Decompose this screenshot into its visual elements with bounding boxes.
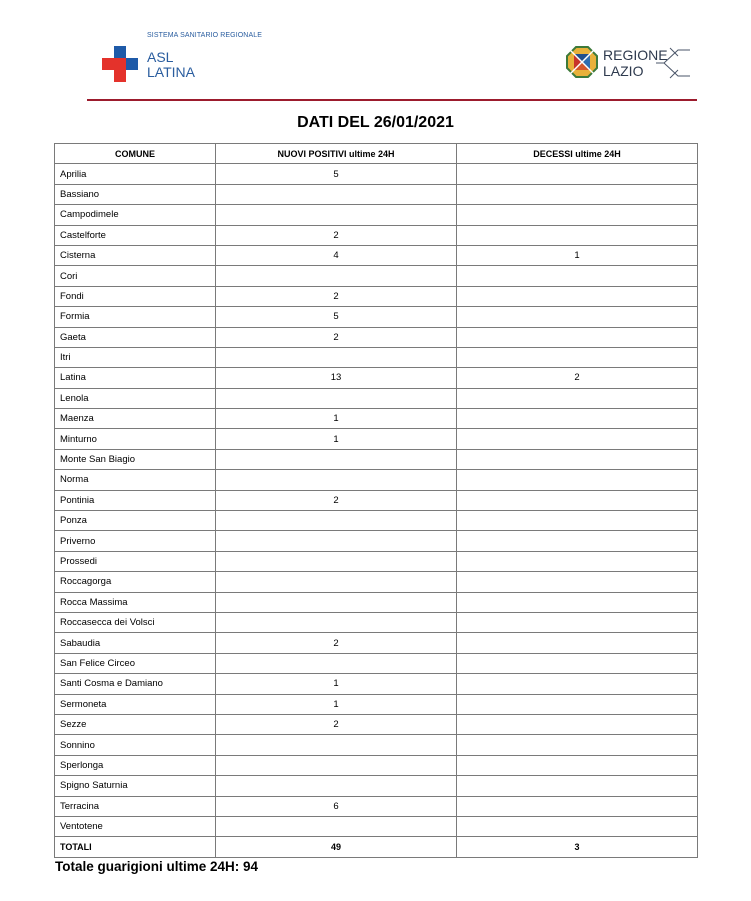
cell-nuovi-positivi: 1	[216, 409, 457, 429]
table-row	[55, 755, 698, 775]
table-row	[55, 409, 698, 429]
cell-nuovi-positivi	[216, 572, 457, 592]
cell-comune: Cori	[55, 266, 216, 286]
cell-comune: San Felice Circeo	[55, 653, 216, 673]
table-row	[55, 184, 698, 204]
red-blue-cross-icon	[102, 46, 138, 82]
table-row	[55, 612, 698, 632]
cell-comune: Cisterna	[55, 245, 216, 265]
cell-nuovi-positivi	[216, 816, 457, 836]
cell-nuovi-positivi	[216, 735, 457, 755]
cell-decessi	[457, 776, 698, 796]
table-row	[55, 449, 698, 469]
cell-decessi: 1	[457, 245, 698, 265]
cell-nuovi-positivi: 1	[216, 694, 457, 714]
cell-decessi	[457, 653, 698, 673]
cell-decessi	[457, 347, 698, 367]
column-header-decessi: DECESSI ultime 24H	[457, 144, 698, 164]
cell-comune: Campodimele	[55, 205, 216, 225]
cell-comune: Norma	[55, 470, 216, 490]
cell-nuovi-positivi	[216, 184, 457, 204]
cell-comune: Formia	[55, 307, 216, 327]
cell-comune: Ponza	[55, 511, 216, 531]
cell-comune: Gaeta	[55, 327, 216, 347]
cell-decessi	[457, 755, 698, 775]
cell-nuovi-positivi	[216, 347, 457, 367]
cell-nuovi-positivi: 2	[216, 633, 457, 653]
cell-nuovi-positivi: 1	[216, 674, 457, 694]
asl-name	[147, 50, 195, 80]
table-row	[55, 490, 698, 510]
cell-nuovi-positivi: 5	[216, 307, 457, 327]
lazio-name-line1: REGIONE	[603, 47, 668, 63]
asl-name-line1: ASL	[147, 49, 174, 65]
cell-nuovi-positivi	[216, 592, 457, 612]
cell-comune: Maenza	[55, 409, 216, 429]
table-row	[55, 551, 698, 571]
table-row	[55, 245, 698, 265]
table-row	[55, 531, 698, 551]
cell-comune: Priverno	[55, 531, 216, 551]
cell-nuovi-positivi	[216, 511, 457, 531]
cell-nuovi-positivi: 2	[216, 714, 457, 734]
cell-decessi	[457, 511, 698, 531]
cell-decessi	[457, 205, 698, 225]
regione-lazio-logo	[566, 44, 696, 84]
cell-comune: Spigno Saturnia	[55, 776, 216, 796]
column-header-positivi: NUOVI POSITIVI ultime 24H	[216, 144, 457, 164]
covid-data-table	[54, 143, 698, 858]
table-row	[55, 307, 698, 327]
cell-nuovi-positivi: 2	[216, 490, 457, 510]
header-divider	[87, 99, 697, 101]
cell-comune: Roccasecca dei Volsci	[55, 612, 216, 632]
cell-nuovi-positivi: 4	[216, 245, 457, 265]
cell-comune: Itri	[55, 347, 216, 367]
table-row	[55, 429, 698, 449]
cell-nuovi-positivi	[216, 612, 457, 632]
table-row	[55, 388, 698, 408]
cell-comune: Monte San Biagio	[55, 449, 216, 469]
cell-decessi	[457, 694, 698, 714]
table-row	[55, 205, 698, 225]
cell-decessi	[457, 327, 698, 347]
cell-comune: Aprilia	[55, 164, 216, 184]
cell-comune: Sonnino	[55, 735, 216, 755]
cell-comune: Terracina	[55, 796, 216, 816]
table-row	[55, 511, 698, 531]
cell-decessi	[457, 633, 698, 653]
cell-comune: Minturno	[55, 429, 216, 449]
cell-nuovi-positivi	[216, 531, 457, 551]
cell-nuovi-positivi: 6	[216, 796, 457, 816]
lazio-chevron-decoration-icon	[656, 44, 696, 82]
table-row	[55, 776, 698, 796]
table-header-row	[55, 144, 698, 164]
cell-nuovi-positivi	[216, 205, 457, 225]
cell-decessi	[457, 286, 698, 306]
table-row	[55, 816, 698, 836]
table-row	[55, 714, 698, 734]
totals-decessi: 3	[457, 837, 698, 857]
cell-comune: Lenola	[55, 388, 216, 408]
cell-decessi	[457, 470, 698, 490]
cell-decessi	[457, 714, 698, 734]
cell-decessi	[457, 449, 698, 469]
cell-decessi	[457, 266, 698, 286]
cell-decessi	[457, 531, 698, 551]
cell-comune: Santi Cosma e Damiano	[55, 674, 216, 694]
cell-decessi	[457, 164, 698, 184]
asl-subtitle: SISTEMA SANITARIO REGIONALE	[147, 32, 262, 39]
cell-comune: Sabaudia	[55, 633, 216, 653]
cell-decessi	[457, 572, 698, 592]
table-row	[55, 347, 698, 367]
table-row	[55, 327, 698, 347]
cell-nuovi-positivi	[216, 388, 457, 408]
cell-nuovi-positivi	[216, 449, 457, 469]
asl-latina-logo	[100, 30, 300, 90]
cell-decessi	[457, 225, 698, 245]
cell-comune: Rocca Massima	[55, 592, 216, 612]
cell-decessi: 2	[457, 368, 698, 388]
cell-decessi	[457, 816, 698, 836]
table-row	[55, 368, 698, 388]
cell-comune: Sermoneta	[55, 694, 216, 714]
cell-nuovi-positivi	[216, 551, 457, 571]
cell-nuovi-positivi: 1	[216, 429, 457, 449]
cell-decessi	[457, 674, 698, 694]
cell-comune: Ventotene	[55, 816, 216, 836]
cell-comune: Bassiano	[55, 184, 216, 204]
cell-decessi	[457, 735, 698, 755]
cell-nuovi-positivi: 2	[216, 225, 457, 245]
cell-comune: Sezze	[55, 714, 216, 734]
table-row	[55, 266, 698, 286]
cell-comune: Fondi	[55, 286, 216, 306]
cell-comune: Latina	[55, 368, 216, 388]
cell-nuovi-positivi	[216, 755, 457, 775]
cell-comune: Prossedi	[55, 551, 216, 571]
cell-nuovi-positivi	[216, 776, 457, 796]
cell-nuovi-positivi: 2	[216, 327, 457, 347]
table-row	[55, 694, 698, 714]
table-row	[55, 592, 698, 612]
table-row	[55, 796, 698, 816]
cell-decessi	[457, 388, 698, 408]
cell-decessi	[457, 409, 698, 429]
table-row	[55, 572, 698, 592]
lazio-name-line2: LAZIO	[603, 63, 644, 79]
cell-decessi	[457, 429, 698, 449]
table-row	[55, 735, 698, 755]
table-row	[55, 286, 698, 306]
cell-nuovi-positivi: 5	[216, 164, 457, 184]
totals-row	[55, 837, 698, 857]
cell-decessi	[457, 551, 698, 571]
regione-lazio-emblem-icon	[566, 46, 598, 78]
cell-decessi	[457, 796, 698, 816]
total-recoveries-note: Totale guarigioni ultime 24H: 94	[55, 859, 259, 874]
cell-nuovi-positivi: 2	[216, 286, 457, 306]
cell-comune: Sperlonga	[55, 755, 216, 775]
table-row	[55, 225, 698, 245]
cell-decessi	[457, 612, 698, 632]
table-row	[55, 164, 698, 184]
cell-comune: Roccagorga	[55, 572, 216, 592]
cell-nuovi-positivi	[216, 653, 457, 673]
cell-decessi	[457, 184, 698, 204]
cell-comune: Pontinia	[55, 490, 216, 510]
cell-nuovi-positivi: 13	[216, 368, 457, 388]
cell-nuovi-positivi	[216, 470, 457, 490]
cell-decessi	[457, 592, 698, 612]
table-row	[55, 470, 698, 490]
table-row	[55, 633, 698, 653]
column-header-comune: COMUNE	[55, 144, 216, 164]
table-row	[55, 653, 698, 673]
cell-decessi	[457, 307, 698, 327]
totals-label: TOTALI	[55, 837, 216, 857]
totals-nuovi-positivi: 49	[216, 837, 457, 857]
cell-nuovi-positivi	[216, 266, 457, 286]
document-title: DATI DEL 26/01/2021	[297, 114, 454, 131]
cell-comune: Castelforte	[55, 225, 216, 245]
asl-name-line2: LATINA	[147, 64, 195, 80]
cell-decessi	[457, 490, 698, 510]
table-row	[55, 674, 698, 694]
